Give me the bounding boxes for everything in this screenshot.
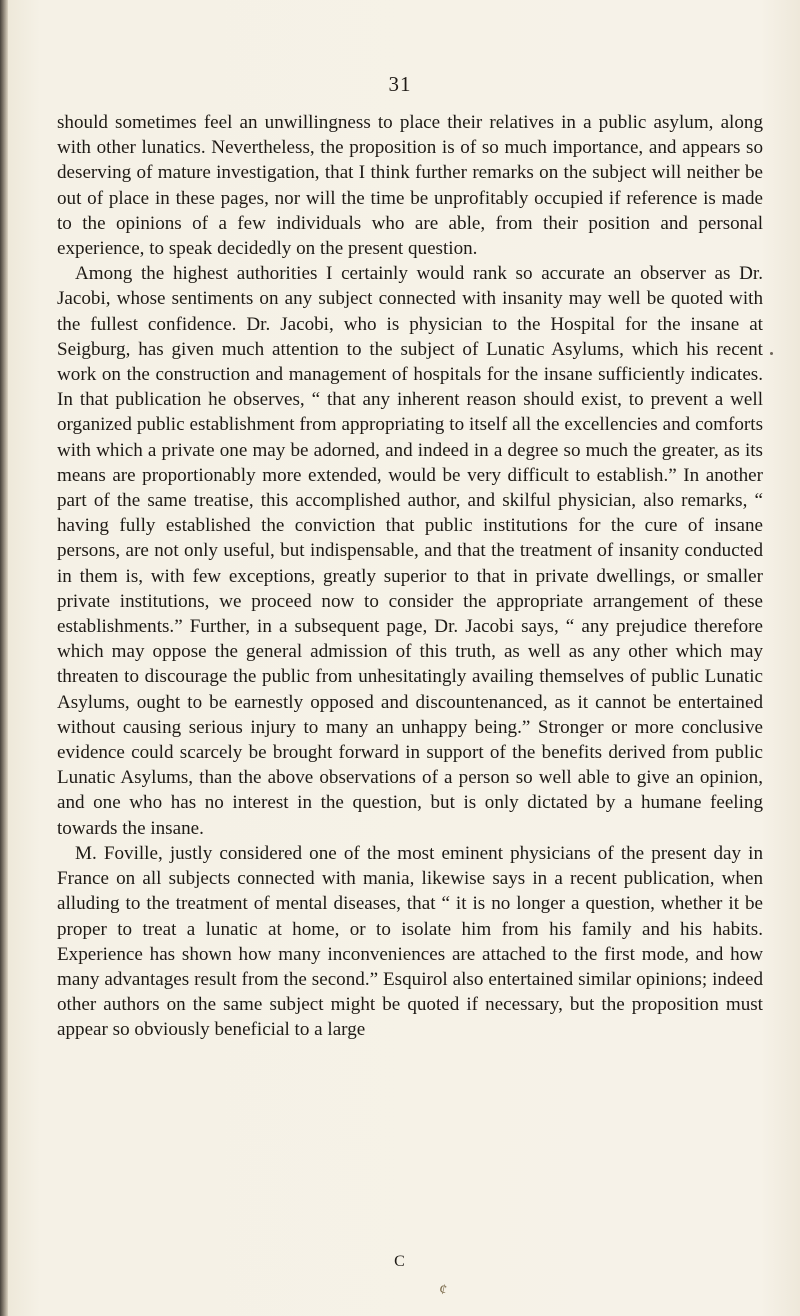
- paragraph-3: M. Foville, justly considered one of the most eminent physicians of the present day in France on all subjects connected with mania, likewise says in a recent publication, when alluding to the treatment of mental diseases, that “ it is no longer a question, whether it be proper to treat a lunatic at home, or to isolate him from his family and his habits. Experience has shown how many inconveniences are attached to the first mode, and how many advantages result from the second.” Esquirol also entertained similar opinions; indeed other authors on the same subject might be quoted if necessary, but the proposition must appear so obviously beneficial to a large: [57, 842, 763, 1041]
- binding-edge: [0, 0, 8, 1316]
- page-number: 31: [388, 72, 412, 96]
- margin-mark: [770, 352, 773, 355]
- paragraph-2: Among the highest authorities I certainly would rank so accurate an observer as Dr. Jacobi, whose sentiments on any subject connected with insanity may well be quoted with the fullest confidence. Dr. Jacobi, who is physician to the Hospital for the insane at Seigburg, has given much attention to the subject of Lunatic Asylums, which his recent work on the construction and management of hospitals for the insane sufficiently indicates. In that publication he observes, “ that any inherent reason should exist, to prevent a well organized public establishment from appropriating to itself all the excellencies and comforts with which a private one may be adorned, and indeed in a degree so much the greater, as its means are proportionably more extended, would be very difficult to establish.” In another part of the same treatise, this accomplished author, and skilful physician, also remarks, “ having fully established the conviction that public institutions for the cure of insane persons, are not only useful, but indispensable, and that the treatment of insanity conducted in them is, with few exceptions, greatly superior to that in private dwellings, or smaller private institutions, we proceed now to consider the appropriate arrangement of these establishments.” Further, in a subsequent page, Dr. Jacobi says, “ any prejudice therefore which may oppose the general admission of this truth, as well as any other which may threaten to discourage the public from unhesitatingly availing themselves of public Lunatic Asylums, ought to be earnestly opposed and discountenanced, as it cannot be entertained without causing serious injury to many an unhappy being.” Stronger or more conclusive evidence could scarcely be brought forward in support of the benefits derived from public Lunatic Asylums, than the above observations of a person so well able to give an opinion, and one who has no interest in the question, but is only dictated by a humane feeling towards the insane.: [57, 263, 763, 839]
- signature-mark: C: [394, 1253, 406, 1270]
- body-text: [57, 110, 763, 1043]
- paragraph-1: should sometimes feel an unwillingness to place their relatives in a public asylum, along with other lunatics. Nevertheless, the proposition is of so much importance, and appears so deserving of mature investigation, that I think further remarks on the subject will neither be out of place in these pages, nor will the time be unprofitably occupied if reference is made to the opinions of a few individuals who are able, from their position and personal experience, to speak decidedly on the present question.: [57, 112, 763, 260]
- stray-ink-mark: ¢: [437, 1281, 449, 1299]
